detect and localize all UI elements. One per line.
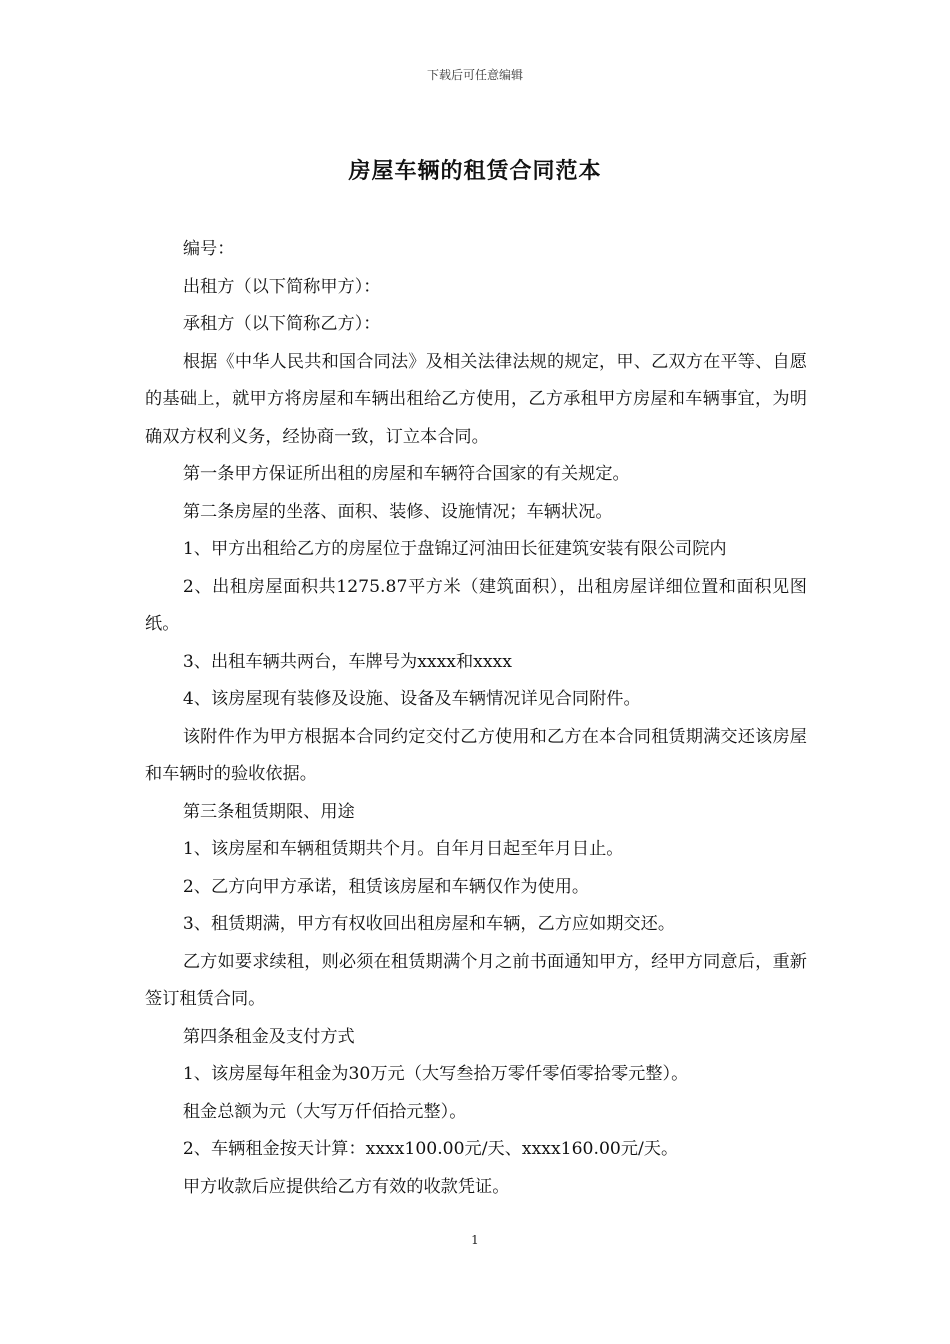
paragraph: 1、该房屋和车辆租赁期共个月。自年月日起至年月日止。: [182, 839, 624, 859]
paragraph: 2、车辆租金按天计算：xxxx100.00元/天、xxxx160.00元/天。: [182, 1139, 679, 1159]
paragraph: 3、出租车辆共两台，车牌号为xxxx和xxxx: [182, 651, 512, 672]
paragraph: 该附件作为甲方根据本合同约定交付乙方使用和乙方在本合同租赁期满交还该房屋和车辆时的验收依据。: [145, 726, 807, 784]
paragraph: 1、甲方出租给乙方的房屋位于盘锦辽河油田长征建筑安装有限公司院内: [182, 539, 727, 559]
paragraph: 第三条租赁期限、用途: [182, 801, 355, 822]
paragraph: 出租方（以下简称甲方）：: [182, 276, 381, 297]
paragraph: 乙方如要求续租，则必须在租赁期满个月之前书面通知甲方，经甲方同意后，重新签订租赁合同。: [145, 951, 807, 1009]
paragraph: 第一条甲方保证所出租的房屋和车辆符合国家的有关规定。: [182, 464, 630, 484]
paragraph: 4、该房屋现有装修及设施、设备及车辆情况详见合同附件。: [182, 689, 641, 709]
paragraph: 编号：: [182, 239, 235, 259]
paragraph: 第二条房屋的坐落、面积、装修、设施情况；车辆状况。: [182, 501, 613, 522]
paragraph: 根据《中华人民共和国合同法》及相关法律法规的规定，甲、乙双方在平等、自愿的基础上，就甲方将房屋和车辆出租给乙方使用，乙方承租甲方房屋和车辆事宜，为明确双方权利义务，经协商一致，订立本合同。: [145, 351, 807, 447]
paragraph: 第四条租金及支付方式: [182, 1026, 355, 1047]
contract-body: [145, 231, 807, 1206]
paragraph: 2、出租房屋面积共1275.87平方米（建筑面积），出租房屋详细位置和面积见图纸。: [145, 576, 807, 634]
paragraph: 2、乙方向甲方承诺，租赁该房屋和车辆仅作为使用。: [182, 876, 590, 897]
paragraph: 3、租赁期满，甲方有权收回出租房屋和车辆，乙方应如期交还。: [182, 914, 676, 934]
paragraph: 1、该房屋每年租金为30万元（大写叁拾万零仟零佰零拾零元整）。: [182, 1064, 689, 1084]
paragraph: 租金总额为元（大写万仟佰拾元整）。: [182, 1101, 467, 1122]
paragraph: 甲方收款后应提供给乙方有效的收款凭证。: [182, 1176, 510, 1197]
page-header-note: 下载后可任意编辑: [426, 68, 523, 82]
document-title: 房屋车辆的租赁合同范本: [348, 158, 602, 184]
page-number: 1: [471, 1233, 479, 1247]
paragraph: 承租方（以下简称乙方）：: [182, 314, 381, 334]
